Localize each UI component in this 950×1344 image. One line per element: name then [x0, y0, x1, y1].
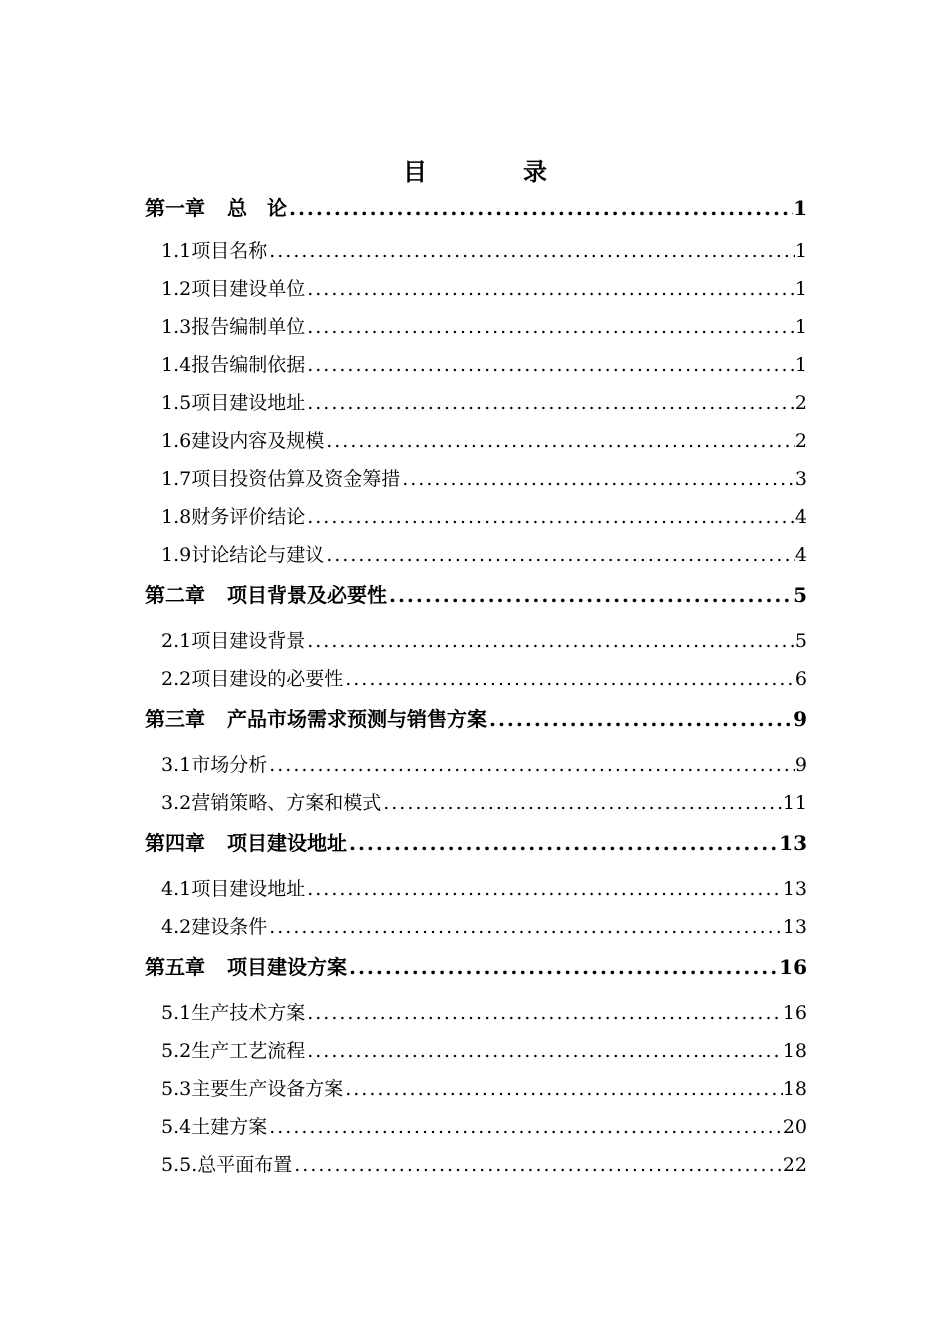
dot-leader [347, 822, 779, 864]
toc-section-entry[interactable] [145, 622, 807, 660]
toc-chapter-entry[interactable] [145, 574, 807, 622]
entry-title: 项目建设方案 [227, 955, 347, 979]
dot-leader [387, 574, 793, 616]
toc-section-entry[interactable] [145, 384, 807, 422]
page-number: 6 [794, 668, 807, 690]
toc-section-entry[interactable] [145, 908, 807, 946]
page-number: 22 [782, 1154, 807, 1176]
page-number: 5 [794, 630, 807, 652]
entry-title: 4.1项目建设地址 [161, 878, 306, 900]
dot-leader [267, 1108, 783, 1146]
toc-section-entry[interactable] [145, 422, 807, 460]
entry-title: 1.9讨论结论与建议 [161, 544, 325, 566]
dot-leader [324, 536, 795, 574]
entry-title: 2.1项目建设背景 [161, 630, 306, 652]
page-number: 18 [782, 1040, 807, 1062]
dot-leader [487, 698, 793, 740]
dot-leader [305, 498, 795, 536]
page-number: 9 [794, 754, 807, 776]
chapter-number: 第一章 [145, 196, 205, 220]
toc-section-entry[interactable] [145, 232, 807, 270]
entry-title: 1.5项目建设地址 [161, 392, 306, 414]
chapter-number: 第三章 [145, 707, 205, 731]
entry-title: 总 论 [227, 196, 287, 220]
toc-chapter-entry[interactable] [145, 822, 807, 870]
dot-leader [305, 270, 795, 308]
dot-leader [305, 994, 783, 1032]
dot-leader [305, 622, 795, 660]
entry-title: 项目建设地址 [227, 831, 347, 855]
page-number: 1 [794, 354, 807, 376]
dot-leader [400, 460, 795, 498]
toc-section-entry[interactable] [145, 660, 807, 698]
page-number: 2 [794, 392, 807, 414]
chapter-number: 第二章 [145, 583, 205, 607]
page-number: 1 [794, 278, 807, 300]
entry-title: 5.5.总平面布置 [161, 1154, 293, 1176]
dot-leader [343, 660, 795, 698]
toc-section-entry[interactable] [145, 308, 807, 346]
entry-title: 1.3报告编制单位 [161, 316, 306, 338]
toc-section-entry[interactable] [145, 1032, 807, 1070]
page-number: 1 [794, 240, 807, 262]
page-number: 4 [794, 506, 807, 528]
chapter-number: 第四章 [145, 831, 205, 855]
toc-section-entry[interactable] [145, 870, 807, 908]
dot-leader [305, 308, 795, 346]
toc-chapter-entry[interactable] [145, 698, 807, 746]
dot-leader [287, 188, 793, 228]
entry-title: 2.2项目建设的必要性 [161, 668, 344, 690]
toc-section-entry[interactable] [145, 1146, 807, 1184]
entry-title: 5.4土建方案 [161, 1116, 268, 1138]
page-number: 13 [782, 878, 807, 900]
entry-title: 产品市场需求预测与销售方案 [227, 707, 487, 731]
entry-title: 3.1市场分析 [161, 754, 268, 776]
chapter-number: 第五章 [145, 955, 205, 979]
dot-leader [305, 346, 795, 384]
toc-section-entry[interactable] [145, 1108, 807, 1146]
entry-title: 1.6建设内容及规模 [161, 430, 325, 452]
toc-section-entry[interactable] [145, 746, 807, 784]
table-of-contents [145, 188, 807, 1184]
page-number: 11 [782, 792, 807, 814]
page-number: 9 [793, 707, 807, 731]
page-number: 1 [793, 196, 807, 220]
entry-title: 1.1项目名称 [161, 240, 268, 262]
entry-title: 项目背景及必要性 [227, 583, 387, 607]
dot-leader [381, 784, 783, 822]
toc-section-entry[interactable] [145, 1070, 807, 1108]
page-number: 20 [782, 1116, 807, 1138]
page-number: 1 [794, 316, 807, 338]
toc-section-entry[interactable] [145, 270, 807, 308]
page-number: 16 [782, 1002, 807, 1024]
toc-section-entry[interactable] [145, 498, 807, 536]
page-number: 3 [794, 468, 807, 490]
toc-chapter-entry[interactable] [145, 188, 807, 232]
entry-title: 1.8财务评价结论 [161, 506, 306, 528]
entry-title: 4.2建设条件 [161, 916, 268, 938]
toc-section-entry[interactable] [145, 346, 807, 384]
dot-leader [347, 946, 779, 988]
dot-leader [324, 422, 795, 460]
page-number: 5 [793, 583, 807, 607]
page-number: 16 [779, 955, 807, 979]
dot-leader [267, 746, 795, 784]
page-number: 4 [794, 544, 807, 566]
dot-leader [305, 384, 795, 422]
page-number: 18 [782, 1078, 807, 1100]
entry-title: 5.2生产工艺流程 [161, 1040, 306, 1062]
entry-title: 3.2营销策略、方案和模式 [161, 792, 382, 814]
page-number: 2 [794, 430, 807, 452]
toc-section-entry[interactable] [145, 536, 807, 574]
page-number: 13 [782, 916, 807, 938]
page-number: 13 [779, 831, 807, 855]
dot-leader [292, 1146, 783, 1184]
entry-title: 1.2项目建设单位 [161, 278, 306, 300]
entry-title: 1.7项目投资估算及资金筹措 [161, 468, 401, 490]
toc-section-entry[interactable] [145, 994, 807, 1032]
dot-leader [267, 232, 795, 270]
toc-chapter-entry[interactable] [145, 946, 807, 994]
toc-section-entry[interactable] [145, 784, 807, 822]
dot-leader [305, 870, 783, 908]
toc-section-entry[interactable] [145, 460, 807, 498]
dot-leader [343, 1070, 783, 1108]
dot-leader [267, 908, 783, 946]
entry-title: 5.3主要生产设备方案 [161, 1078, 344, 1100]
entry-title: 1.4报告编制依据 [161, 354, 306, 376]
dot-leader [305, 1032, 783, 1070]
toc-title: 目 录 [403, 157, 583, 186]
entry-title: 5.1生产技术方案 [161, 1002, 306, 1024]
